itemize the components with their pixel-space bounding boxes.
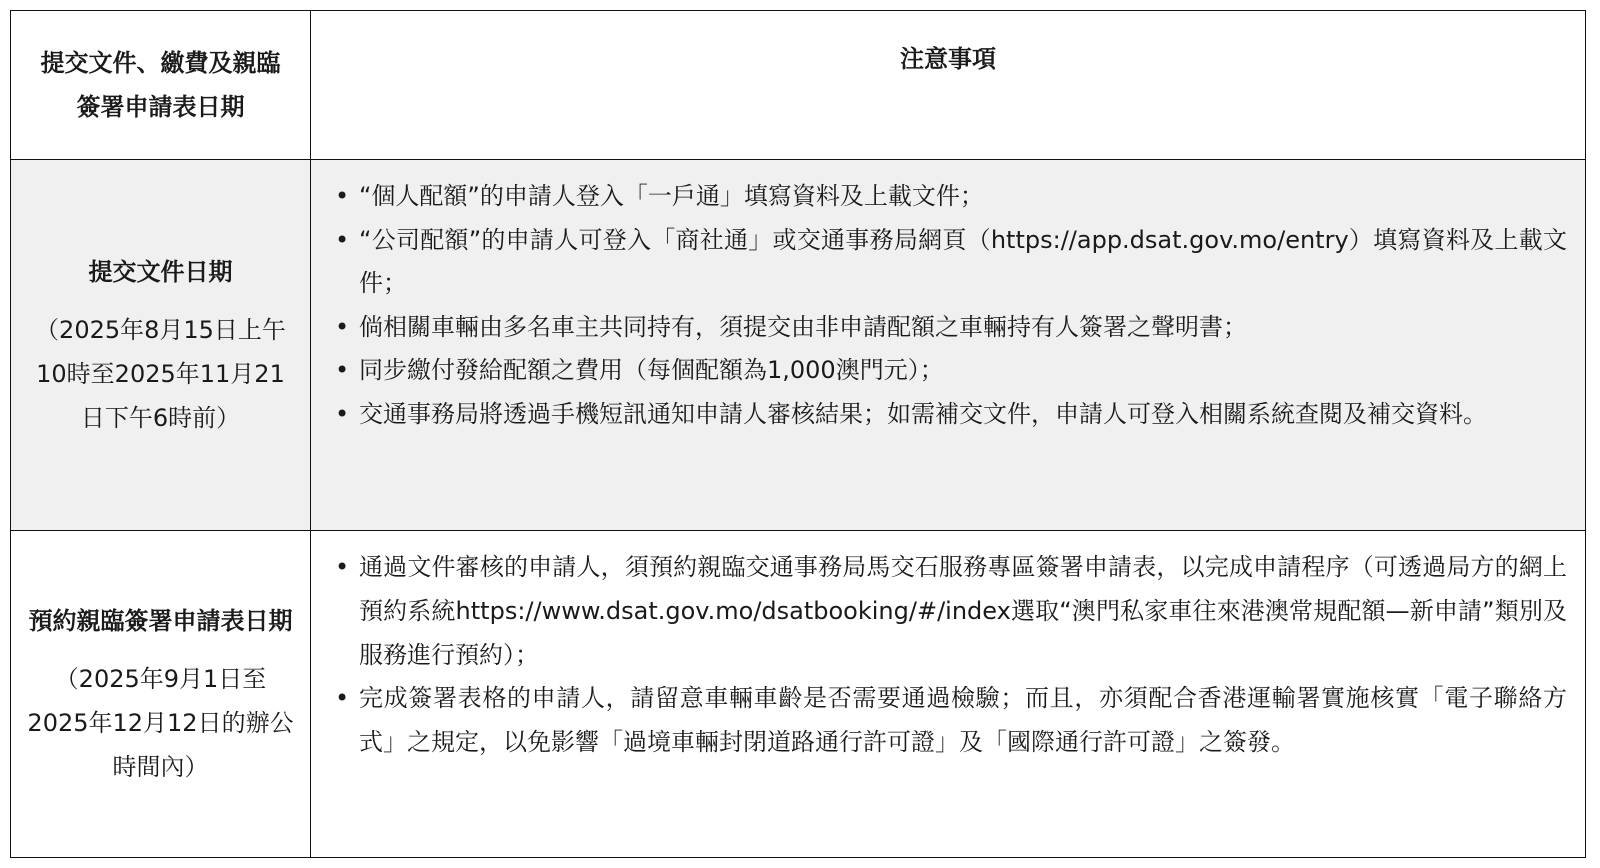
bullet-icon: •: [335, 553, 350, 582]
row-notes-cell: [311, 159, 1586, 530]
header-right-title: 注意事項: [900, 45, 996, 74]
list-item: [335, 219, 1567, 306]
list-item: [335, 349, 1567, 393]
bullet-icon: •: [335, 356, 350, 385]
note-text: 完成簽署表格的申請人，請留意車輛車齡是否需要通過檢驗；而且，亦須配合香港運輸署實施核實「電子聯絡方式」之規定，以免影響「過境車輛封閉道路通行許可證」及「國際通行許可證」之簽發。: [359, 684, 1567, 756]
list-item: [335, 393, 1567, 437]
bullet-icon: •: [335, 312, 350, 341]
bullet-icon: •: [335, 399, 350, 428]
note-text: 同步繳付發給配額之費用（每個配額為1,000澳門元）；: [359, 356, 944, 385]
note-text: 通過文件審核的申請人，須預約親臨交通事務局馬交石服務專區簽署申請表，以完成申請程序（可透過局方的網上預約系統https://www.dsat.gov.mo/dsatbooking/#/index選取“澳門私家車往來港澳常規配額—新申請”類別及服務進行預約）；: [359, 553, 1567, 669]
table-row: [11, 531, 1586, 858]
row-label-cell: [11, 159, 311, 530]
row-period: （2025年8月15日上午10時至2025年11月21日下午6時前）: [35, 316, 286, 433]
note-text: “公司配額”的申請人可登入「商社通」或交通事務局網頁（https://app.dsat.gov.mo/entry）填寫資料及上載文件；: [359, 225, 1567, 298]
header-right-cell: [311, 11, 1586, 160]
bullet-icon: •: [335, 181, 350, 210]
note-text: “個人配額”的申請人登入「一戶通」填寫資料及上載文件；: [359, 181, 984, 210]
row-period: （2025年9月1日至2025年12月12日的辦公時間內）: [27, 665, 294, 782]
table-header-row: [11, 11, 1586, 160]
list-item: [335, 677, 1567, 764]
header-left-title: 提交文件、繳費及親臨簽署申請表日期: [11, 11, 311, 160]
table-row: [11, 159, 1586, 530]
notes-list: [335, 546, 1567, 764]
row-notes-cell: [311, 531, 1586, 858]
row-title: 提交文件日期: [88, 258, 233, 287]
list-item: [335, 546, 1567, 677]
note-text: 倘相關車輛由多名車主共同持有，須提交由非申請配額之車輛持有人簽署之聲明書；: [359, 312, 1247, 341]
notes-list: [335, 175, 1567, 437]
row-title: 預約親臨簽署申請表日期: [28, 607, 293, 636]
list-item: [335, 306, 1567, 350]
list-item: [335, 175, 1567, 219]
row-label-cell: [11, 531, 311, 858]
schedule-table: [10, 10, 1586, 858]
bullet-icon: •: [335, 684, 350, 713]
note-text: 交通事務局將透過手機短訊通知申請人審核結果；如需補交文件，申請人可登入相關系統查閱及補交資料。: [359, 399, 1487, 428]
bullet-icon: •: [335, 225, 350, 254]
